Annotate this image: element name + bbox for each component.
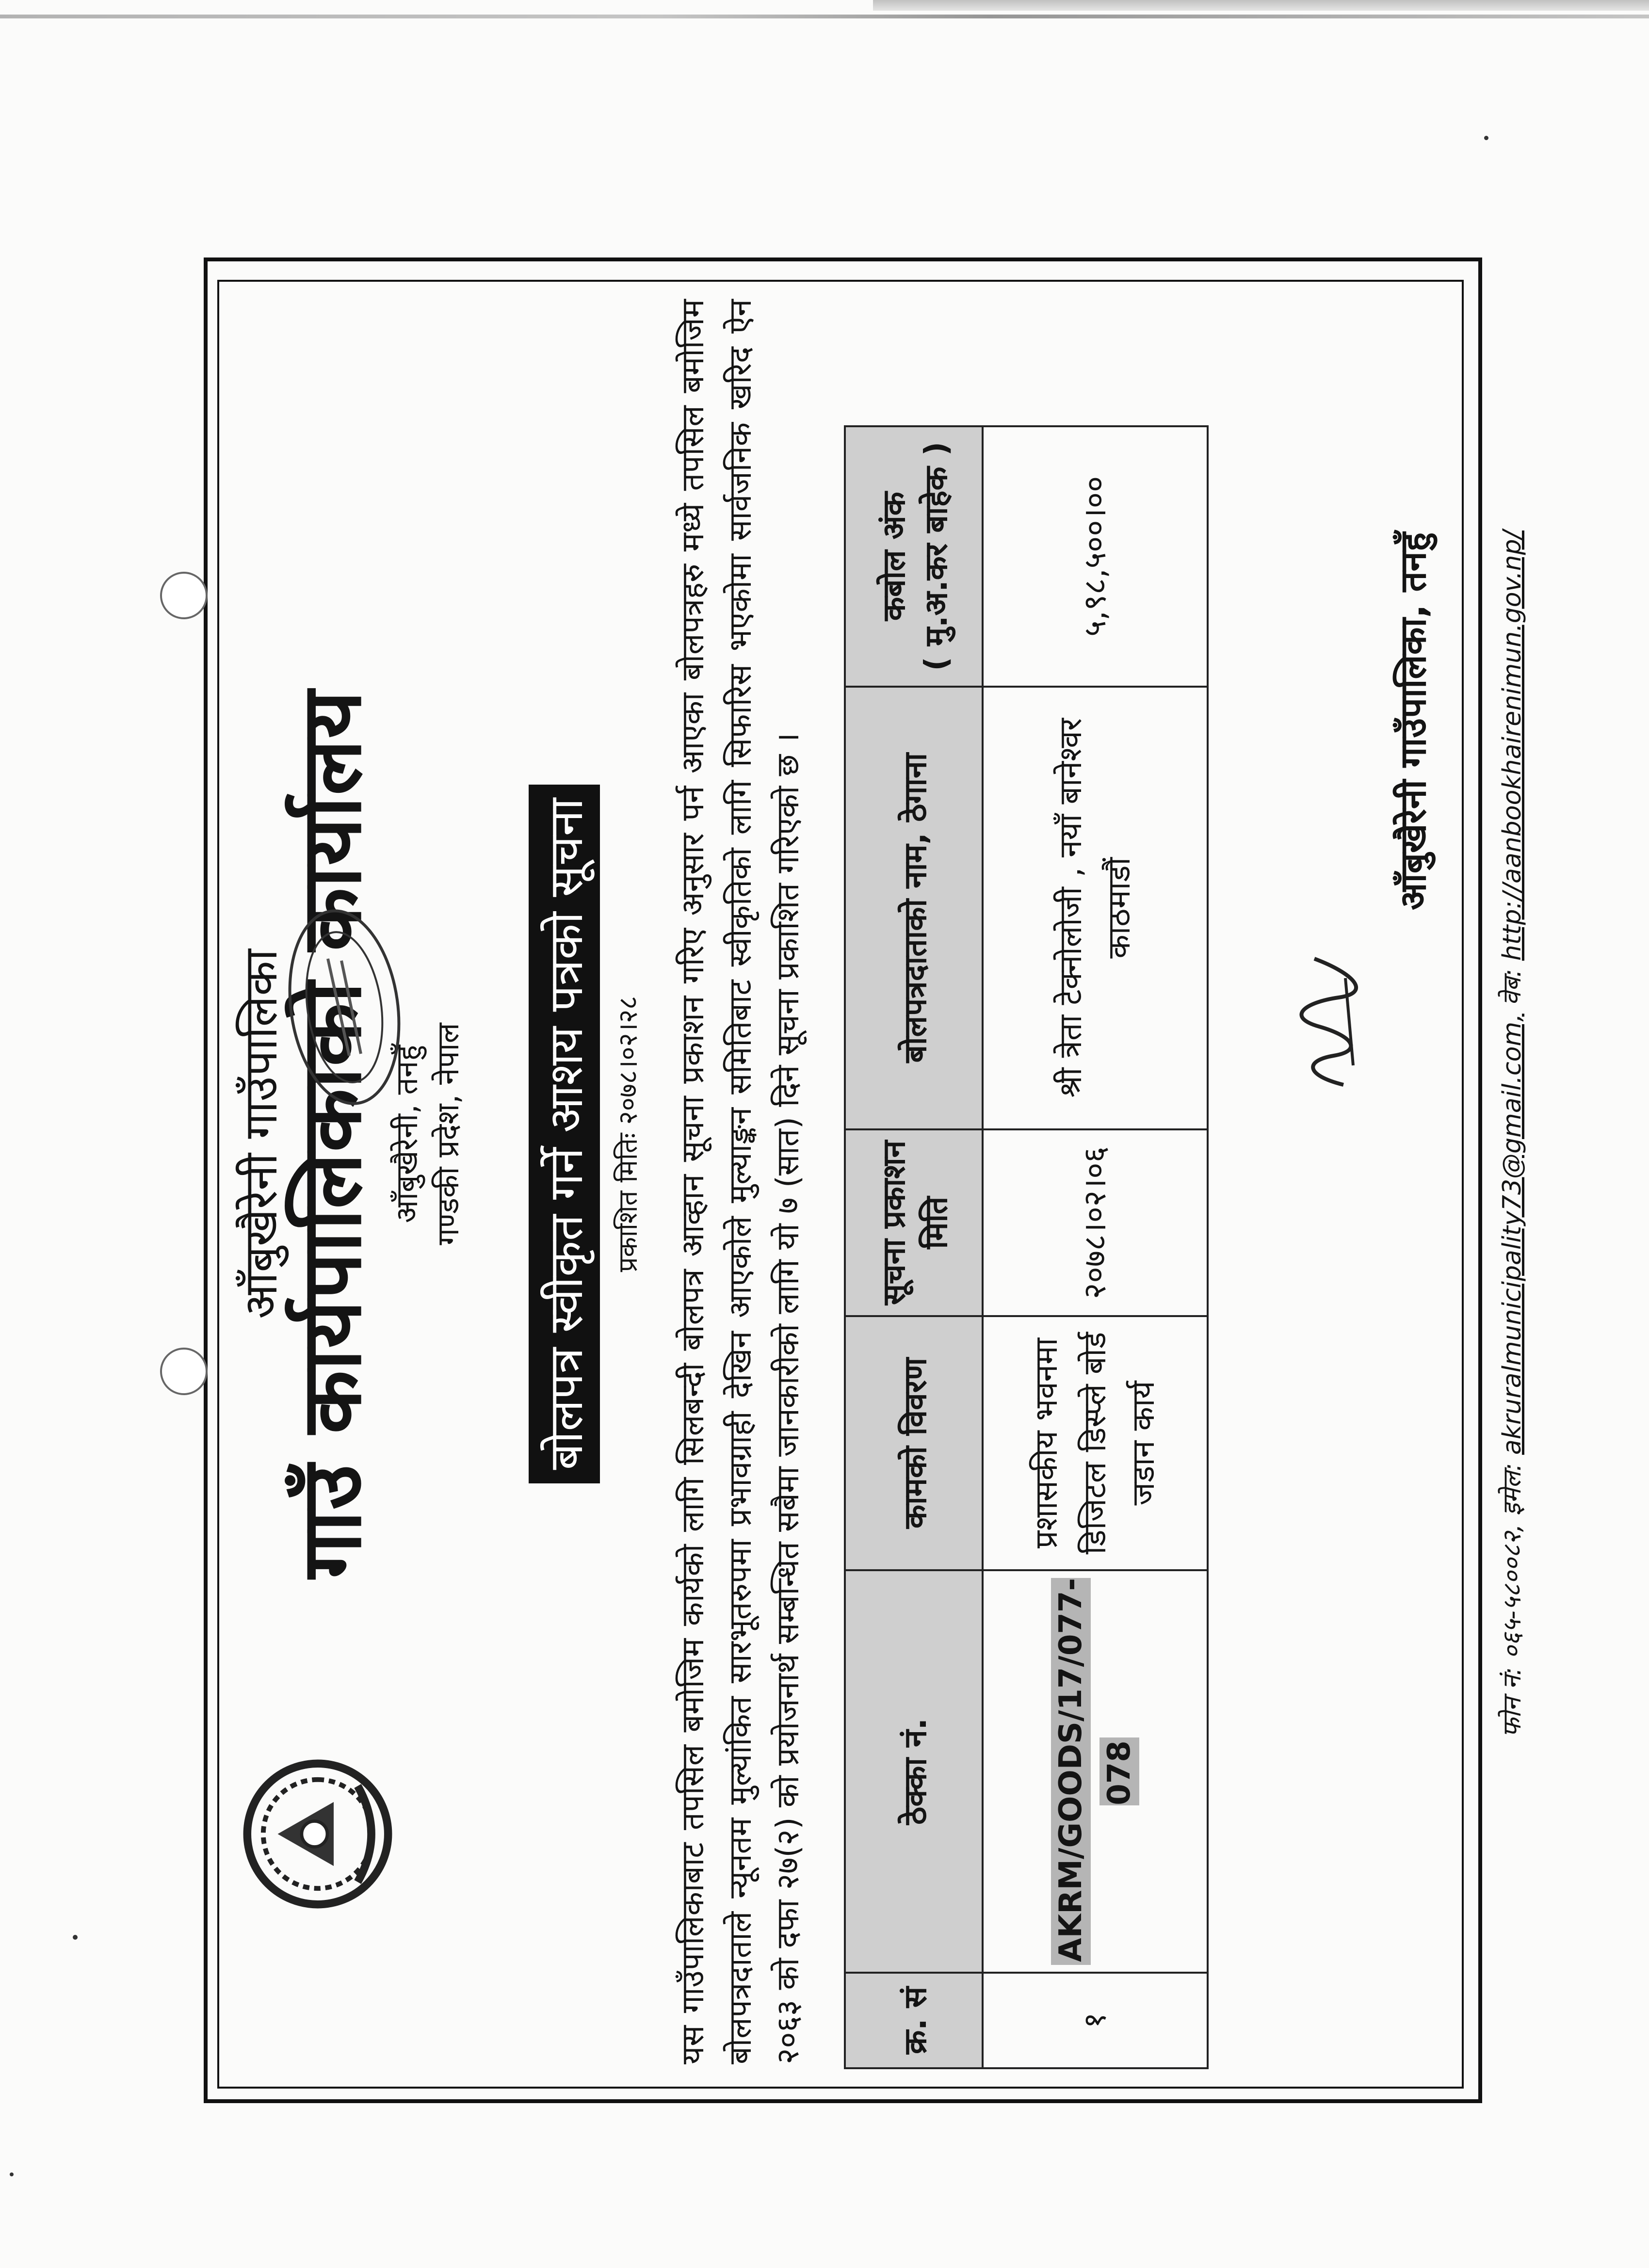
phone-label: फोन नं: [1498,1667,1527,1738]
col-header-bidder: बोलपत्रदाताको नाम, ठेगाना [845,687,983,1129]
cell-sn: १ [983,1973,1208,2068]
notice-title-wrap [529,0,600,2268]
amount-header-label: कबोल अंक [876,492,912,621]
col-header-amount [845,426,983,687]
contract-no-highlight: AKRM/GOODS/17/077-078 [1051,1578,1139,1965]
table-header-row [845,426,983,2068]
handwritten-signature [1285,949,1368,1094]
col-header-sn: क्र. सं [845,1973,983,2068]
punch-hole [160,572,208,619]
work-line-2: डिजिटल डिस्प्ले बोर्ड [1077,1332,1113,1555]
website-link[interactable]: http://aanbookhairenimun.gov.np/ [1498,530,1527,961]
cell-work [983,1316,1208,1570]
bidder-line-1: श्री त्रेता टेक्नोलोजी , नयाँ बानेश्वर [1053,718,1089,1098]
web-label: वेब: [1498,968,1527,1006]
cell-contract-no [983,1570,1208,1973]
notice-paragraph: यस गाउँपालिकाबाट तपसिल बमोजिम कार्यको लागि सिलबन्दी बोलपत्र आव्हान सूचना प्रकाशन गरिए अनुसार पर्न आएका बोलपत्रहरु मध्ये तपसिल बमोजिम बोलपत्रदाताले न्यूनतम मुल्यांकित सारभूतरुपमा प्रभावग्राही देखिन आएकोले मुल्याङ्कन समितिबाट स्वीकृतिको लागि सिफारिस भएकोमा सार्वजनिक खरिद ऐन २०६३ को दफा २७(२) को प्रयोजनार्थ सम्बन्धित सबैमा जानकारीको लागि यो ७ (सात) दिने सूचना प्रकाशित गरिएको छ । [675,299,806,2064]
col-header-notice-date: सूचना प्रकाशन मिति [845,1129,983,1316]
office-title: गाउँ कार्यपालिकाको कार्यालय [284,690,380,1578]
phone-number: ०६५-५८००८२, [1498,1524,1527,1659]
contact-footer [1494,0,1528,2268]
work-line-1: प्रशासकीय भवनमा [1029,1338,1065,1548]
punch-hole [160,1348,208,1395]
col-header-contract-no: ठेक्का नं. [845,1570,983,1973]
signatory-office: आँबुखैरेनी गाउँपालिका, तनहुँ [1392,532,1434,910]
cell-notice-date: २०७८।०२।०६ [983,1129,1208,1316]
table-row [983,426,1208,2068]
email-link[interactable]: akruralmunicipality73@gmail.com, [1498,1013,1527,1455]
address-line-1: आँबुखैरेनी, तनहुँ [389,1045,424,1223]
col-header-work: कामको विवरण [845,1316,983,1570]
published-date: प्रकाशित मितिः २०७८।०२।२८ [613,996,643,1272]
bid-table [844,425,1209,2069]
amount-header-note: ( मु.अ.कर बाहेक ) [919,441,954,671]
work-line-3: जडान कार्य [1126,1381,1162,1506]
municipality-name: आँबुखैरेनी गाउँपालिका [235,949,288,1319]
email-label: इमेल: [1498,1463,1527,1516]
cell-amount: ५,९८,५००।०० [983,426,1208,687]
notice-title: बोलपत्र स्वीकृत गर्ने आशय पत्रको सूचना [529,785,600,1483]
bidder-line-2: काठमाडौं [1101,857,1137,959]
cell-bidder [983,687,1208,1129]
office-stamp [281,901,407,1114]
address-line-2: गण्डकी प्रदेश, नेपाल [430,1023,466,1245]
